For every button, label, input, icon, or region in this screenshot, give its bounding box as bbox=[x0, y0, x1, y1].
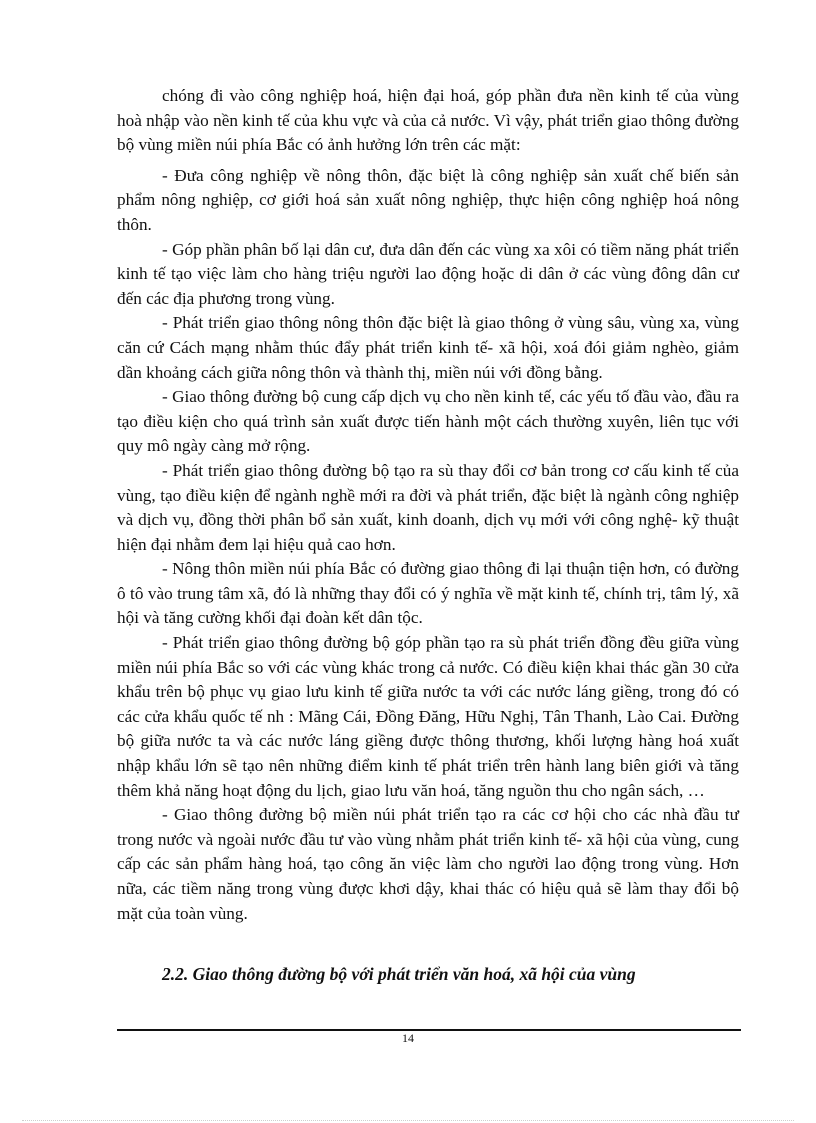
bullet-border-gates: - Phát triển giao thông đường bộ góp phần tạo ra sù phát triển đồng đều giữa vùng miền núi phía Bắc so với các vùng khác trong cả nước. Có điều kiện khai thác gần 30 cửa khẩu trên bộ phục vụ giao lưu kinh tế giữa nước ta với các nước láng giềng, trong đó có các cửa khẩu quốc tế nh : Mãng Cái, Đồng Đăng, Hữu Nghị, Tân Thanh, Lào Cai. Đường bộ giữa nước ta và các nước láng giềng được thông thương, khối lượng hàng hoá xuất nhập khẩu lớn sẽ tạo nên những điểm kinh tế phát triển trên hành lang biên giới và tăng thêm khả năng hoạt động du lịch, giao lưu văn hoá, tăng nguồn thu cho ngân sách, … bbox=[117, 633, 739, 800]
page-number: 14 bbox=[402, 1031, 414, 1045]
bullet-economic-structure: - Phát triển giao thông đường bộ tạo ra sù thay đổi cơ bản trong cơ cấu kinh tế của vùng, tạo điều kiện để ngành nghề mới ra đời và phát triển, đặc biệt là ngành công nghiệp và dịch vụ, đồng thời phân bổ sản xuất, kinh doanh, dịch vụ mới với công nghệ- kỹ thuật hiện đại nhằm đem lại hiệu quả cao hơn. bbox=[117, 460, 739, 554]
page-bottom-edge bbox=[22, 1120, 794, 1121]
bullet-investment: - Giao thông đường bộ miền núi phát triển tạo ra các cơ hội cho các nhà đầu tư trong nước và ngoài nước đầu tư vào vùng nhằm phát triển kinh tế- xã hội của vùng, cung cấp các sản phẩm hàng hoá, tạo công ăn việc làm cho người lao động trong vùng. Hơn nữa, các tiềm năng trong vùng được khơi dậy, khai thác có hiệu quả sẽ làm thay đổi bộ mặt của toàn vùng. bbox=[117, 805, 739, 923]
bullet-rural-mountain: - Nông thôn miền núi phía Bắc có đường giao thông đi lại thuận tiện hơn, có đường ô tô vào trung tâm xã, đó là những thay đổi có ý nghĩa về mặt kinh tế, chính trị, tâm lý, xã hội và tăng cường khối đại đoàn kết dân tộc. bbox=[117, 559, 739, 628]
intro-paragraph: chóng đi vào công nghiệp hoá, hiện đại hoá, góp phần đưa nền kinh tế của vùng hoà nhập vào nền kinh tế của khu vực và của cả nước. Vì vậy, phát triển giao thông đường bộ vùng miền núi phía Bắc có ảnh hưởng lớn trên các mặt: bbox=[117, 86, 739, 155]
bullet-industrialization: - Đưa công nghiệp về nông thôn, đặc biệt là công nghiệp sản xuất chế biến sản phẩm nông nghiệp, cơ giới hoá sản xuất nông nghiệp, thực hiện công nghiệp hoá nông thôn. bbox=[117, 165, 739, 234]
section-heading: 2.2. Giao thông đường bộ với phát triển văn hoá, xã hội của vùng bbox=[162, 964, 636, 984]
body-text bbox=[117, 84, 739, 926]
bullet-rural-transport: - Phát triển giao thông nông thôn đặc biệt là giao thông ở vùng sâu, vùng xa, vùng căn cứ Cách mạng nhằm thúc đẩy phát triển kinh tế- xã hội, xoá đói giảm nghèo, giảm dần khoảng cách giữa nông thôn và thành thị, miền núi với đồng bằng. bbox=[117, 313, 739, 382]
bullet-economic-services: - Giao thông đường bộ cung cấp dịch vụ cho nền kinh tế, các yếu tố đầu vào, đầu ra tạo điều kiện cho quá trình sản xuất được tiến hành một cách thường xuyên, liên tục với quy mô ngày càng mở rộng. bbox=[117, 387, 739, 456]
bullet-population: - Góp phần phân bố lại dân cư, đưa dân đến các vùng xa xôi có tiềm năng phát triển kinh tế tạo việc làm cho hàng triệu người lao động hoặc di dân ở các vùng đông dân cư đến các địa phương trong vùng. bbox=[117, 239, 739, 308]
